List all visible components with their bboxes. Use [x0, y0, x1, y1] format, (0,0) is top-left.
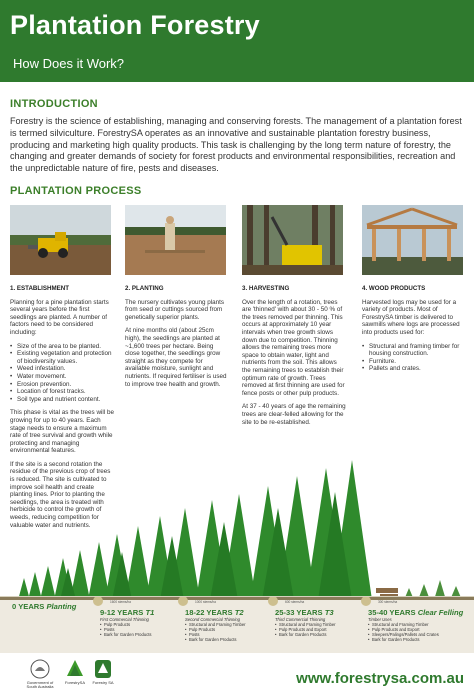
list-item: • Pulp Products and Export: [275, 627, 361, 632]
harvesting-column: [242, 285, 346, 432]
stage-t3: [275, 600, 361, 637]
list-item: • Posts: [100, 627, 180, 632]
list-item: • Existing vegetation and protection of biodiversity values.: [10, 350, 114, 365]
wood-products-title: 4. WOOD PRODUCTS: [362, 285, 426, 292]
forestrysa-logo: [60, 659, 90, 685]
logo-text: Forestry SA: [92, 679, 114, 685]
stage-years: 35-40 YEARS: [368, 608, 416, 617]
stage-products: [185, 622, 269, 642]
list-item: • Bark for Garden Products: [368, 637, 468, 642]
list-item: • Location of forest tracks.: [10, 388, 114, 396]
establishment-intro: Planning for a pine plantation starts several years before the first seedlings are planted. A number of factors need to be considered including:: [10, 298, 109, 336]
list-item: • Soil type and nutrient content.: [10, 396, 114, 404]
stage-t1: [100, 600, 180, 637]
establishment-title: 1. ESTABLISHMENT: [10, 285, 70, 292]
establishment-paragraph: This phase is vital as the trees will be growing for up to 40 years. Each stage needs to ensure a maximum rate of tree survival and growth while protecting and managing environmental features.: [10, 409, 114, 455]
stage-sub: Timber Uses: [368, 617, 392, 622]
establishment-photo: [10, 205, 111, 275]
list-item: • Bark for Garden Products: [100, 632, 180, 637]
crest-icon: [30, 659, 50, 679]
list-item: • Pulp Products: [100, 622, 180, 627]
list-item: • Posts: [185, 632, 269, 637]
list-item: • Furniture.: [362, 358, 466, 366]
website-link[interactable]: www.forestrysa.com.au: [296, 670, 464, 687]
list-item: • Weed infestation.: [10, 365, 114, 373]
intro-heading: INTRODUCTION: [10, 98, 98, 110]
stage-tag: T2: [234, 608, 244, 617]
stage-tag: Clear Felling: [417, 608, 464, 617]
harvesting-photo: [242, 205, 343, 275]
stage-sub: Second Commercial Thinning: [185, 617, 240, 622]
stage-sub: Third Commercial Thinning: [275, 617, 326, 622]
list-item: • Structural and Framing Timber: [368, 622, 468, 627]
establishment-factor-list: [10, 343, 114, 404]
logo-text: ForestrySA: [64, 679, 85, 685]
planting-photo: [125, 205, 226, 275]
header-banner: [0, 0, 474, 82]
stage-spacing: 1600 stems/ha: [110, 600, 131, 604]
wood-products-intro: Harvested logs may be used for a variety of products. Most of ForestrySA timber is delivered to sawmills where logs are processed into products used for:: [362, 298, 460, 336]
list-item: • Structural and Framing Timber: [185, 622, 269, 627]
stage-spacing: 1000 stems/ha: [195, 600, 216, 604]
list-item: • Size of the area to be planted.: [10, 343, 114, 351]
wood-products-list: [362, 343, 466, 373]
government-sa-logo: [22, 659, 58, 690]
planting-column: [125, 285, 229, 394]
list-item: • Structural and Framing Timber: [275, 622, 361, 627]
list-item: • Bark for Garden Products: [275, 632, 361, 637]
planting-paragraph: The nursery cultivates young plants from seed or cuttings sourced from genetically superior plants.: [125, 298, 225, 321]
list-item: • Structural and framing timber for housing construction.: [362, 343, 466, 358]
process-heading: PLANTATION PROCESS: [10, 185, 142, 197]
logo-text: Government of South Australia: [26, 679, 54, 690]
stage-tag: T3: [324, 608, 334, 617]
establishment-paragraph: If the site is a second rotation the residue of the previous crop of trees is reduced. The site is cultivated to improve soil health and create planting lines. Prior to planting the seedlings, the area is treated with herbicide to control the growth of weeds, reducing competition for valuable water and nutrients.: [10, 460, 111, 529]
list-item: • Bark for Garden Products: [185, 637, 269, 642]
stage-t2: [185, 600, 269, 642]
stage-sub: First Commercial Thinning: [100, 617, 149, 622]
harvesting-paragraph: At 37 - 40 years of age the remaining trees are clear-felled allowing for the site to be re-established.: [242, 403, 346, 426]
harvesting-paragraph: Over the length of a rotation, trees are 'thinned' with about 30 - 50 % of the trees removed per thinning. This occurs at approximately 10 year intervals when tree growth slows down due to competition. Thinning allows the remaining trees more space to obtain water, light and nutrients from the soil. This allows the remaining trees to establish their optimum rate of growth. Trees removed at first thinning are used for fence posts or other pulp products.: [242, 298, 345, 397]
forest-growth-illustration: [0, 450, 474, 610]
list-item: • Sleepers/Palings/Pallets and Crates: [368, 632, 468, 637]
stage-years: 18-22 YEARS: [185, 608, 233, 617]
stage-years: 25-33 YEARS: [275, 608, 323, 617]
zero-years: 0 YEARS: [12, 602, 45, 611]
planting-paragraph: At nine months old (about 25cm high), the seedlings are planted at ~1,600 trees per hectare. Being close together, the seedlings grow straight as they compete for available moisture, sunlight and nutrients. If required fertiliser is used to improve tree health and growth.: [125, 327, 227, 388]
forestry-badge-logo: [90, 659, 116, 685]
stage-products: [275, 622, 361, 637]
zero-tag: Planting: [46, 602, 77, 611]
list-item: • Water movement.: [10, 373, 114, 381]
list-item: • Erosion prevention.: [10, 381, 114, 389]
planting-title: 2. PLANTING: [125, 285, 164, 292]
wood-products-column: [362, 285, 466, 379]
stage-products: [368, 622, 468, 642]
intro-text: Forestry is the science of establishing, managing and conserving forests. The management of a plantation forest is termed silviculture. ForestrySA operates as an innovative and sustainable plantation forestry business, producing and marketing high quality products. This task is challenging by the long term nature of forestry, the changing and greater demands of society for forest products and environmental responsibilities, recreation and the unpredictable nature of fire, pests and diseases.: [10, 116, 462, 174]
tree-logo-icon: [65, 659, 85, 679]
page-subtitle: How Does it Work?: [13, 56, 125, 71]
list-item: • Pulp Products: [185, 627, 269, 632]
harvesting-title: 3. HARVESTING: [242, 285, 290, 292]
badge-icon: [94, 659, 112, 679]
stage-spacing: 300 stems/ha: [378, 600, 398, 604]
stage-spacing: 600 stems/ha: [285, 600, 305, 604]
stage-clear-felling: [368, 600, 468, 642]
wood-products-photo: [362, 205, 463, 275]
page-title: Plantation Forestry: [10, 10, 260, 40]
list-item: • Pallets and crates.: [362, 365, 466, 373]
stage-products: [100, 622, 180, 637]
list-item: • Pulp Products and Export: [368, 627, 468, 632]
stage-years: 9-12 YEARS: [100, 608, 144, 617]
timeline-zero-label: [12, 602, 76, 611]
stage-tag: T1: [145, 608, 155, 617]
